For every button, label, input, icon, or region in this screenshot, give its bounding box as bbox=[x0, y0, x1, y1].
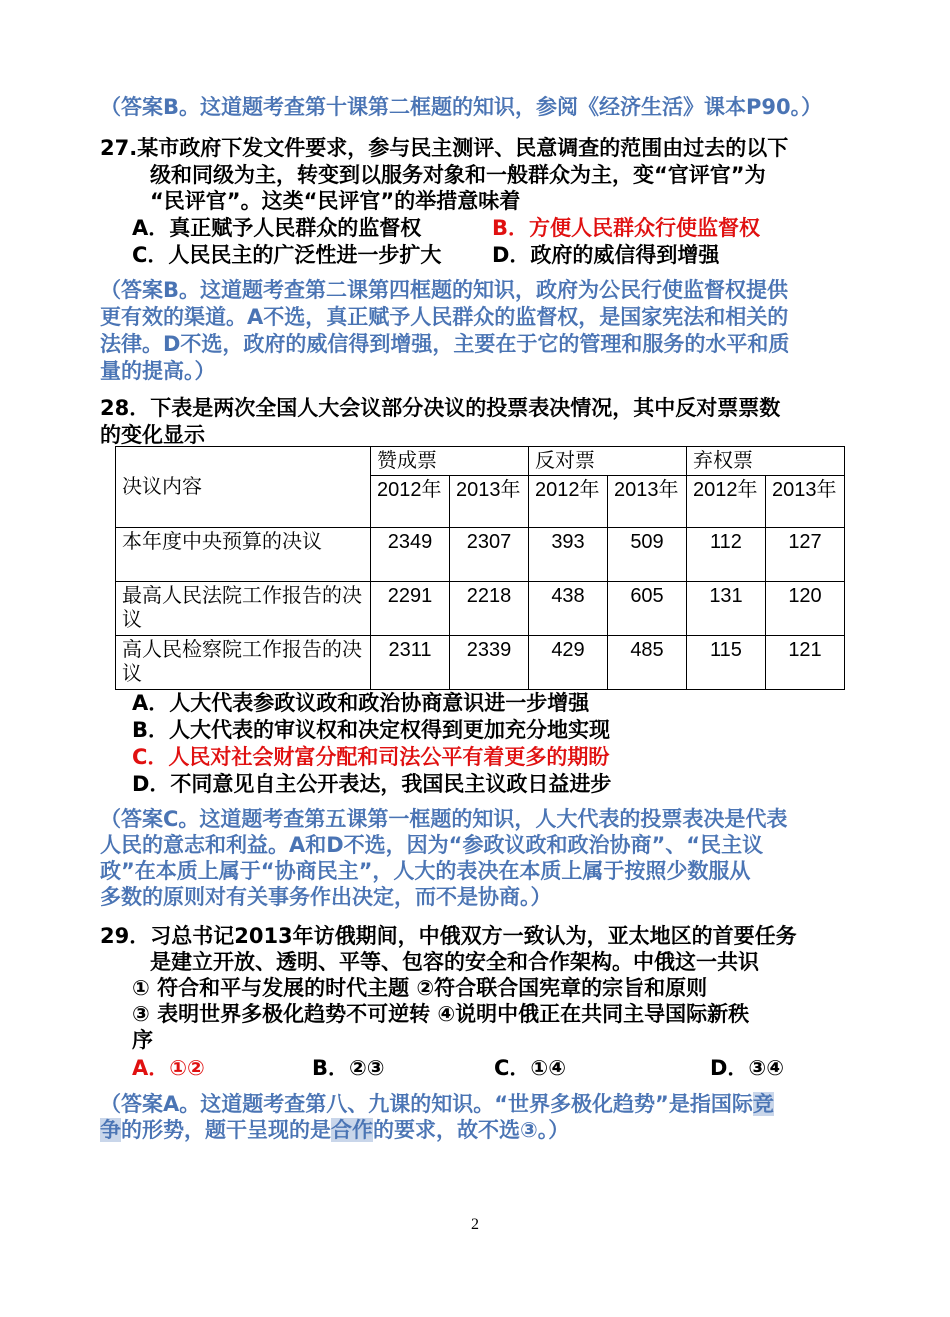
q29-answer-line1 bbox=[100, 1090, 774, 1118]
row-label: 最高人民法院工作报告的决议 bbox=[116, 582, 371, 636]
table-cell: 393 bbox=[529, 528, 608, 582]
group-header-oppose: 反对票 bbox=[529, 447, 687, 476]
year-header: 2013年 bbox=[608, 476, 687, 528]
q29-option-d: D．③④ bbox=[710, 1056, 784, 1080]
q29-stem-line1: 29．习总书记2013年访俄期间，中俄双方一致认为，亚太地区的首要任务 bbox=[100, 924, 797, 948]
group-header-abstain: 弃权票 bbox=[687, 447, 845, 476]
q28-stem-line1: 28．下表是两次全国人大会议部分决议的投票表决情况，其中反对票票数 bbox=[100, 396, 781, 420]
q28-option-b: B．人大代表的审议权和决定权得到更加充分地实现 bbox=[132, 718, 611, 742]
table-row bbox=[116, 636, 845, 690]
q28-answer-line1: （答案C。这道题考查第五课第一框题的知识，人大代表的投票表决是代表 bbox=[100, 807, 788, 831]
table-cell: 429 bbox=[529, 636, 608, 690]
q27-option-b: B．方便人民群众行使监督权 bbox=[492, 216, 761, 240]
q27-answer-line4: 量的提高。） bbox=[100, 359, 216, 383]
q29-stem-line2: 是建立开放、透明、平等、包容的安全和合作架构。中俄这一共识 bbox=[150, 950, 759, 974]
highlighted-text: 合作 bbox=[331, 1118, 373, 1142]
table-row bbox=[116, 582, 845, 636]
page-number: 2 bbox=[471, 1216, 479, 1233]
q27-answer-line2: 更有效的渠道。A不选，真正赋予人民群众的监督权，是国家宪法和相关的 bbox=[100, 305, 789, 329]
q28-answer-line2: 人民的意志和利益。A和D不选，因为“参政议政和政治协商”、“民主议 bbox=[100, 833, 764, 857]
q28-option-c: C．人民对社会财富分配和司法公平有着更多的期盼 bbox=[132, 745, 610, 769]
row-label: 本年度中央预算的决议 bbox=[116, 528, 371, 582]
q27-option-c: C．人民民主的广泛性进一步扩大 bbox=[132, 243, 442, 267]
q27-stem-line2: 级和同级为主，转变到以服务对象和一般群众为主，变“官评官”为 bbox=[150, 163, 766, 187]
q29-option-c: C．①④ bbox=[494, 1056, 566, 1080]
group-header-approve: 赞成票 bbox=[371, 447, 529, 476]
q29-answer-line2 bbox=[100, 1116, 569, 1144]
table-cell: 2307 bbox=[450, 528, 529, 582]
q29-answer-text: （答案A。这道题考查第八、九课的知识。“世界多极化趋势”是指国际 bbox=[100, 1092, 753, 1116]
table-cell: 121 bbox=[766, 636, 845, 690]
table-cell: 120 bbox=[766, 582, 845, 636]
table-cell: 112 bbox=[687, 528, 766, 582]
intro-answer: （答案B。这道题考查第十课第二框题的知识，参阅《经济生活》课本P90。） bbox=[100, 95, 823, 119]
q28-option-d: D．不同意见自主公开表达，我国民主议政日益进步 bbox=[132, 772, 612, 796]
year-header: 2013年 bbox=[450, 476, 529, 528]
q28-answer-line4: 多数的原则对有关事务作出决定，而不是协商。） bbox=[100, 885, 552, 909]
table-cell: 115 bbox=[687, 636, 766, 690]
table-cell: 2311 bbox=[371, 636, 450, 690]
q29-item-line1: ① 符合和平与发展的时代主题 ②符合联合国宪章的宗旨和原则 bbox=[132, 976, 708, 1000]
q29-item-line2: ③ 表明世界多极化趋势不可逆转 ④说明中俄正在共同主导国际新秩 bbox=[132, 1002, 750, 1026]
table-cell: 485 bbox=[608, 636, 687, 690]
q28-answer-line3: 政”在本质上属于“协商民主”，人大的表决在本质上属于按照少数服从 bbox=[100, 859, 751, 883]
table-cell: 438 bbox=[529, 582, 608, 636]
table-row-header: 决议内容 bbox=[116, 447, 371, 528]
q27-option-d: D．政府的威信得到增强 bbox=[492, 243, 720, 267]
q27-stem-line3: “民评官”。这类“民评官”的举措意味着 bbox=[150, 189, 521, 213]
q29-item-line3: 序 bbox=[132, 1028, 153, 1052]
q27-stem-line1: 27.某市政府下发文件要求，参与民主测评、民意调查的范围由过去的以下 bbox=[100, 136, 789, 160]
table-cell: 2339 bbox=[450, 636, 529, 690]
table-cell: 2218 bbox=[450, 582, 529, 636]
q29-option-b: B．②③ bbox=[312, 1056, 385, 1080]
table-cell: 2349 bbox=[371, 528, 450, 582]
q27-option-a: A．真正赋予人民群众的监督权 bbox=[132, 216, 422, 240]
highlighted-text: 竞 bbox=[752, 1092, 774, 1116]
row-label: 高人民检察院工作报告的决议 bbox=[116, 636, 371, 690]
q28-option-a: A．人大代表参政议政和政治协商意识进一步增强 bbox=[132, 691, 590, 715]
q29-answer-text: 的形势，题干呈现的是 bbox=[121, 1118, 331, 1142]
vote-table bbox=[115, 446, 845, 690]
year-header: 2013年 bbox=[766, 476, 845, 528]
table-cell: 127 bbox=[766, 528, 845, 582]
table-cell: 131 bbox=[687, 582, 766, 636]
year-header: 2012年 bbox=[687, 476, 766, 528]
table-cell: 509 bbox=[608, 528, 687, 582]
q29-option-a: A．①② bbox=[132, 1056, 205, 1080]
q28-stem-line2: 的变化显示 bbox=[100, 423, 205, 447]
table-cell: 605 bbox=[608, 582, 687, 636]
table-cell: 2291 bbox=[371, 582, 450, 636]
year-header: 2012年 bbox=[529, 476, 608, 528]
q29-answer-text: 的要求，故不选③。） bbox=[373, 1118, 570, 1142]
year-header: 2012年 bbox=[371, 476, 450, 528]
table-row bbox=[116, 528, 845, 582]
highlighted-text: 争 bbox=[100, 1118, 121, 1142]
q27-answer-line3: 法律。D不选，政府的威信得到增强，主要在于它的管理和服务的水平和质 bbox=[100, 332, 790, 356]
q27-answer-line1: （答案B。这道题考查第二课第四框题的知识，政府为公民行使监督权提供 bbox=[100, 278, 789, 302]
